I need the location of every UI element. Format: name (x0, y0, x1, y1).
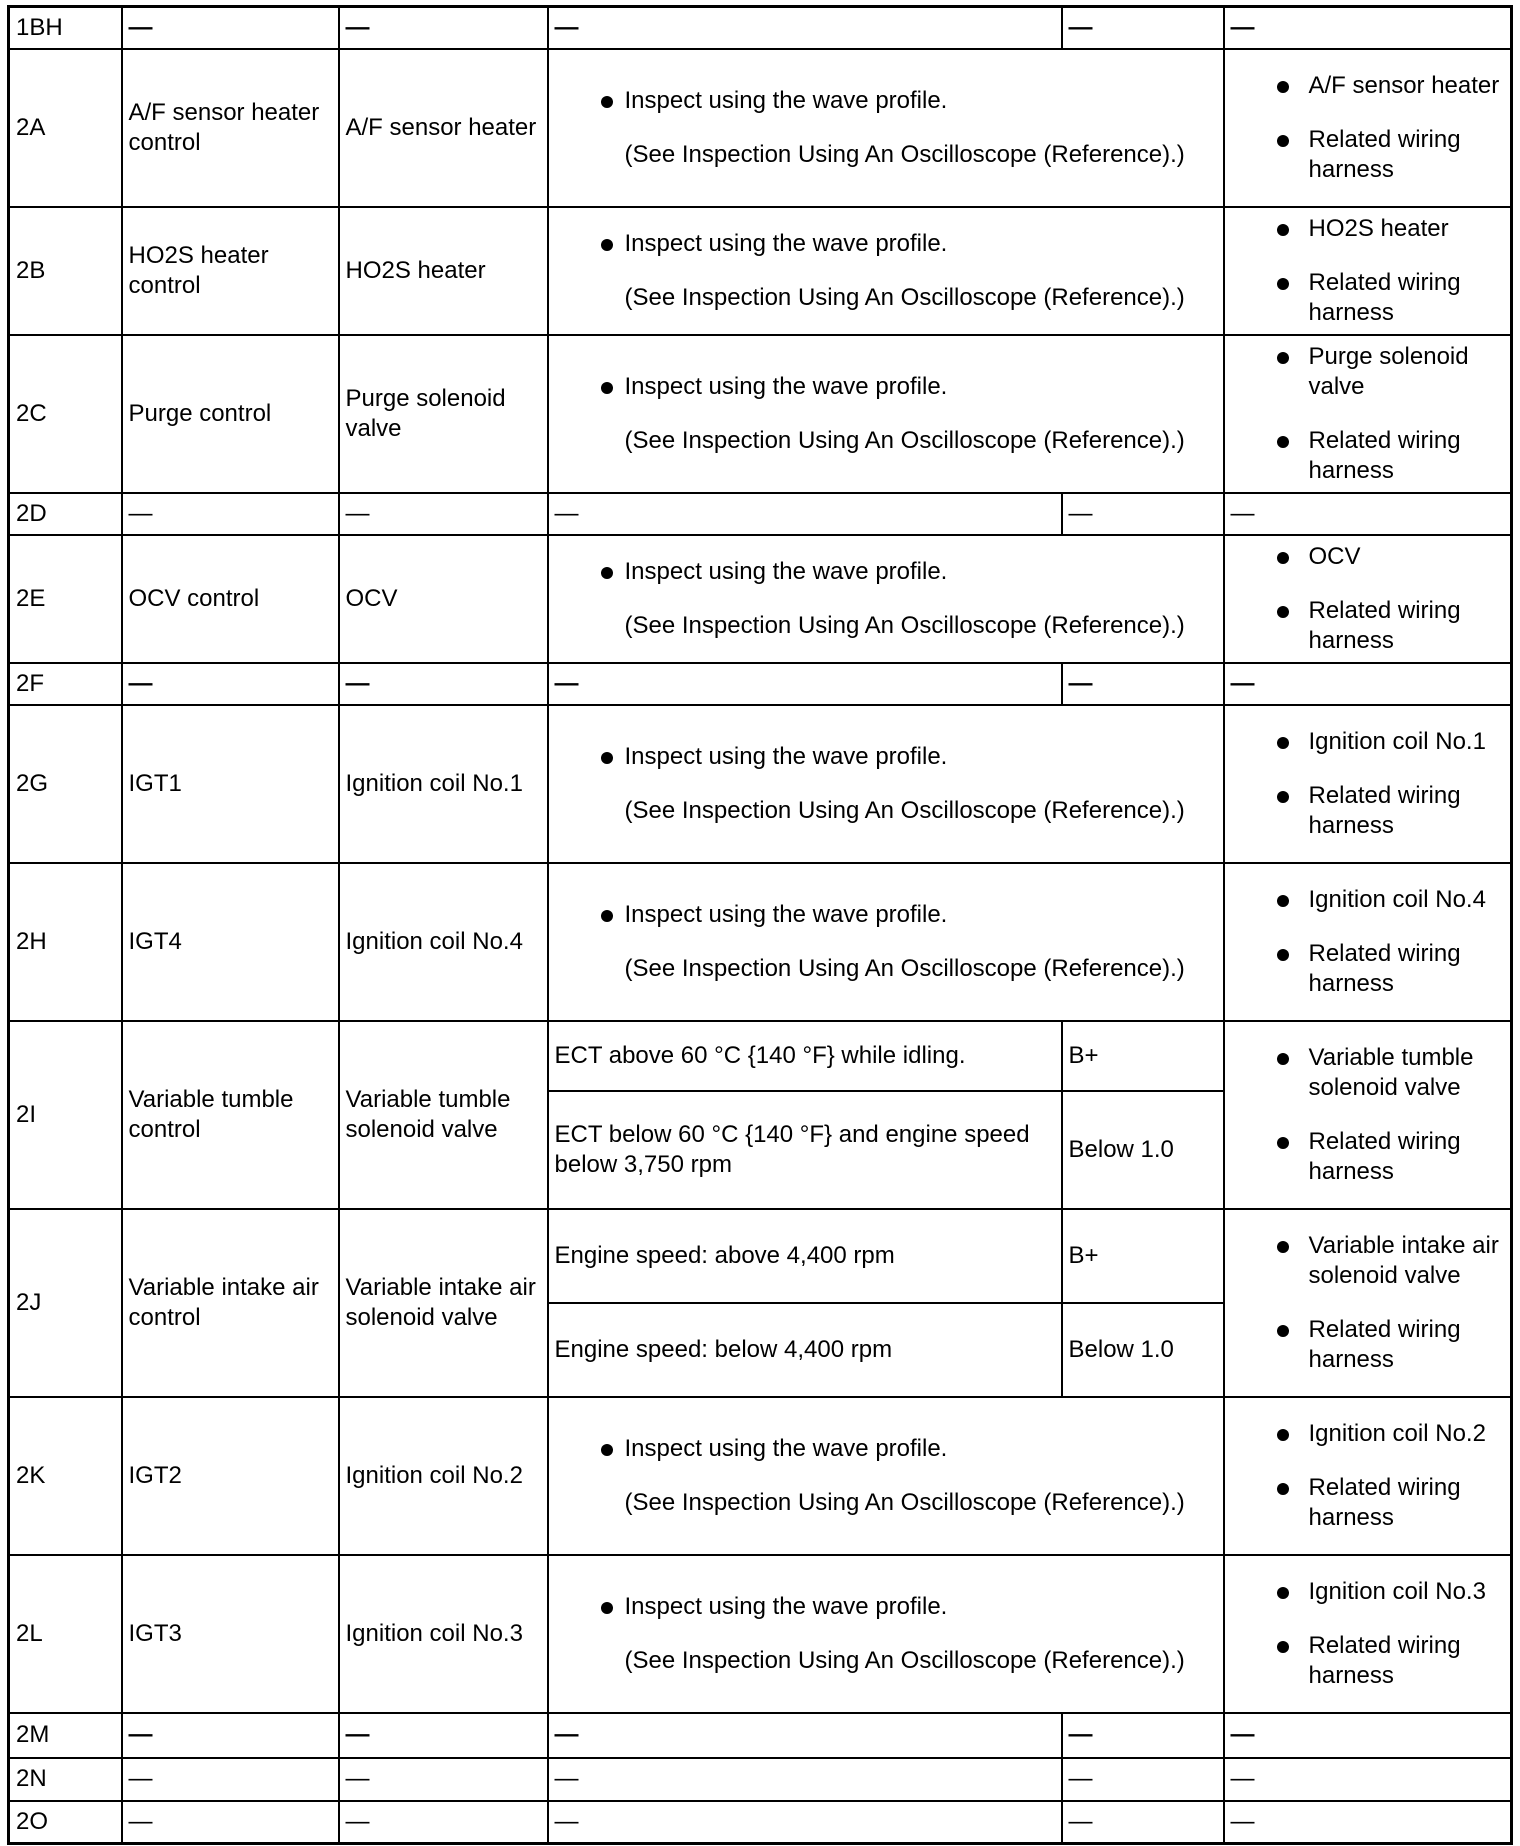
table-row (9, 207, 1512, 335)
connected-to-cell: — (339, 1758, 548, 1801)
pcm-terminal-table (7, 5, 1513, 1845)
inspection-cell (1224, 1021, 1512, 1209)
terminal-cell: 1BH (9, 7, 122, 49)
signal-cell: HO2S heater control (122, 207, 339, 335)
inspection-item: Related wiring harness (1231, 426, 1505, 486)
signal-cell: IGT1 (122, 705, 339, 863)
inspect-instruction: Inspect using the wave profile. (555, 372, 1217, 402)
terminal-cell: 2O (9, 1801, 122, 1844)
condition-cell: Engine speed: below 4,400 rpm (548, 1303, 1062, 1397)
signal-cell: A/F sensor heater control (122, 49, 339, 207)
inspection-cell: — (1224, 7, 1512, 49)
inspection-item: OCV (1231, 542, 1505, 572)
table-row (9, 663, 1512, 705)
inspection-cell (1224, 535, 1512, 663)
inspect-instruction: Inspect using the wave profile. (555, 742, 1217, 772)
inspection-item: Related wiring harness (1231, 1315, 1505, 1375)
connected-to-cell: Variable tumble solenoid valve (339, 1021, 548, 1209)
oscilloscope-reference: (See Inspection Using An Oscilloscope (Reference).) (624, 1646, 1185, 1674)
inspection-item: Related wiring harness (1231, 781, 1505, 841)
waveform-cell (548, 49, 1224, 207)
inspection-cell (1224, 1397, 1512, 1555)
terminal-cell: 2N (9, 1758, 122, 1801)
inspect-instruction: Inspect using the wave profile. (555, 86, 1217, 116)
inspection-cell: — (1224, 1713, 1512, 1758)
oscilloscope-reference: (See Inspection Using An Oscilloscope (Reference).) (624, 611, 1185, 639)
inspection-item: Related wiring harness (1231, 1631, 1505, 1691)
voltage-cell: B+ (1062, 1209, 1224, 1303)
connected-to-cell: — (339, 1801, 548, 1844)
signal-cell: OCV control (122, 535, 339, 663)
connected-to-cell: A/F sensor heater (339, 49, 548, 207)
waveform-cell (548, 1555, 1224, 1713)
table-row (9, 863, 1512, 1021)
connected-to-cell: Ignition coil No.3 (339, 1555, 548, 1713)
waveform-cell (548, 1397, 1224, 1555)
inspect-instruction: Inspect using the wave profile. (555, 1434, 1217, 1464)
inspection-item: Related wiring harness (1231, 1473, 1505, 1533)
condition-cell: — (548, 663, 1062, 705)
connected-to-cell: OCV (339, 535, 548, 663)
terminal-cell: 2A (9, 49, 122, 207)
inspection-cell: — (1224, 1801, 1512, 1844)
oscilloscope-reference: (See Inspection Using An Oscilloscope (Reference).) (624, 1488, 1185, 1516)
signal-cell: — (122, 7, 339, 49)
connected-to-cell: — (339, 7, 548, 49)
connected-to-cell: — (339, 663, 548, 705)
signal-cell: — (122, 1758, 339, 1801)
waveform-cell (548, 863, 1224, 1021)
connected-to-cell: Ignition coil No.1 (339, 705, 548, 863)
signal-cell: Variable intake air control (122, 1209, 339, 1397)
condition-cell: ECT above 60 °C {140 °F} while idling. (548, 1021, 1062, 1091)
table-row (9, 705, 1512, 863)
terminal-cell: 2D (9, 493, 122, 535)
table-row (9, 1713, 1512, 1758)
inspection-item: A/F sensor heater (1231, 71, 1505, 101)
terminal-cell: 2H (9, 863, 122, 1021)
condition-cell: Engine speed: above 4,400 rpm (548, 1209, 1062, 1303)
inspect-instruction: Inspect using the wave profile. (555, 1592, 1217, 1622)
inspection-cell (1224, 863, 1512, 1021)
connected-to-cell: Ignition coil No.2 (339, 1397, 548, 1555)
inspection-item: Ignition coil No.3 (1231, 1577, 1505, 1607)
inspection-item: Ignition coil No.1 (1231, 727, 1505, 757)
oscilloscope-reference: (See Inspection Using An Oscilloscope (Reference).) (624, 426, 1185, 454)
voltage-cell: — (1062, 1713, 1224, 1758)
signal-cell: IGT4 (122, 863, 339, 1021)
inspection-item: Related wiring harness (1231, 596, 1505, 656)
inspection-item: Purge solenoid valve (1231, 342, 1505, 402)
condition-cell: ECT below 60 °C {140 °F} and engine speed below 3,750 rpm (548, 1091, 1062, 1209)
inspection-cell: — (1224, 1758, 1512, 1801)
terminal-cell: 2F (9, 663, 122, 705)
signal-cell: IGT3 (122, 1555, 339, 1713)
terminal-cell: 2I (9, 1021, 122, 1209)
terminal-cell: 2E (9, 535, 122, 663)
condition-cell: — (548, 7, 1062, 49)
inspection-cell: — (1224, 663, 1512, 705)
oscilloscope-reference: (See Inspection Using An Oscilloscope (Reference).) (624, 954, 1185, 982)
table-row (9, 1021, 1512, 1091)
connected-to-cell: HO2S heater (339, 207, 548, 335)
voltage-cell: — (1062, 1801, 1224, 1844)
inspection-item: Ignition coil No.2 (1231, 1419, 1505, 1449)
voltage-cell: — (1062, 663, 1224, 705)
table-row (9, 1801, 1512, 1844)
inspection-cell (1224, 49, 1512, 207)
voltage-cell: — (1062, 493, 1224, 535)
table-row (9, 1397, 1512, 1555)
inspection-cell (1224, 335, 1512, 493)
terminal-cell: 2L (9, 1555, 122, 1713)
waveform-cell (548, 705, 1224, 863)
table-row (9, 7, 1512, 49)
condition-cell: — (548, 1713, 1062, 1758)
table-row (9, 1209, 1512, 1303)
inspection-item: Related wiring harness (1231, 939, 1505, 999)
signal-cell: — (122, 1801, 339, 1844)
inspection-item: Variable tumble solenoid valve (1231, 1043, 1505, 1103)
terminal-cell: 2K (9, 1397, 122, 1555)
terminal-cell: 2B (9, 207, 122, 335)
inspection-item: Related wiring harness (1231, 1127, 1505, 1187)
signal-cell: — (122, 1713, 339, 1758)
inspection-cell (1224, 705, 1512, 863)
table-row (9, 49, 1512, 207)
inspection-cell (1224, 1555, 1512, 1713)
connected-to-cell: Ignition coil No.4 (339, 863, 548, 1021)
voltage-cell: — (1062, 1758, 1224, 1801)
inspection-item: Ignition coil No.4 (1231, 885, 1505, 915)
condition-cell: — (548, 1758, 1062, 1801)
signal-cell: — (122, 493, 339, 535)
terminal-cell: 2J (9, 1209, 122, 1397)
oscilloscope-reference: (See Inspection Using An Oscilloscope (Reference).) (624, 140, 1185, 168)
waveform-cell (548, 207, 1224, 335)
signal-cell: — (122, 663, 339, 705)
signal-cell: Variable tumble control (122, 1021, 339, 1209)
inspect-instruction: Inspect using the wave profile. (555, 557, 1217, 587)
voltage-cell: — (1062, 7, 1224, 49)
connected-to-cell: Variable intake air solenoid valve (339, 1209, 548, 1397)
table-row (9, 1555, 1512, 1713)
condition-cell: — (548, 493, 1062, 535)
inspection-item: Related wiring harness (1231, 268, 1505, 328)
inspection-item: Related wiring harness (1231, 125, 1505, 185)
inspect-instruction: Inspect using the wave profile. (555, 229, 1217, 259)
waveform-cell (548, 335, 1224, 493)
table-row (9, 1758, 1512, 1801)
connected-to-cell: — (339, 493, 548, 535)
oscilloscope-reference: (See Inspection Using An Oscilloscope (Reference).) (624, 283, 1185, 311)
terminal-cell: 2C (9, 335, 122, 493)
connected-to-cell: Purge solenoid valve (339, 335, 548, 493)
inspect-instruction: Inspect using the wave profile. (555, 900, 1217, 930)
terminal-cell: 2G (9, 705, 122, 863)
voltage-cell: Below 1.0 (1062, 1091, 1224, 1209)
table-row (9, 493, 1512, 535)
inspection-item: Variable intake air solenoid valve (1231, 1231, 1505, 1291)
voltage-cell: B+ (1062, 1021, 1224, 1091)
table-row (9, 535, 1512, 663)
oscilloscope-reference: (See Inspection Using An Oscilloscope (Reference).) (624, 796, 1185, 824)
inspection-cell: — (1224, 493, 1512, 535)
inspection-cell (1224, 207, 1512, 335)
waveform-cell (548, 535, 1224, 663)
signal-cell: Purge control (122, 335, 339, 493)
table-row (9, 335, 1512, 493)
voltage-cell: Below 1.0 (1062, 1303, 1224, 1397)
condition-cell: — (548, 1801, 1062, 1844)
inspection-item: HO2S heater (1231, 214, 1505, 244)
signal-cell: IGT2 (122, 1397, 339, 1555)
inspection-cell (1224, 1209, 1512, 1397)
terminal-cell: 2M (9, 1713, 122, 1758)
connected-to-cell: — (339, 1713, 548, 1758)
